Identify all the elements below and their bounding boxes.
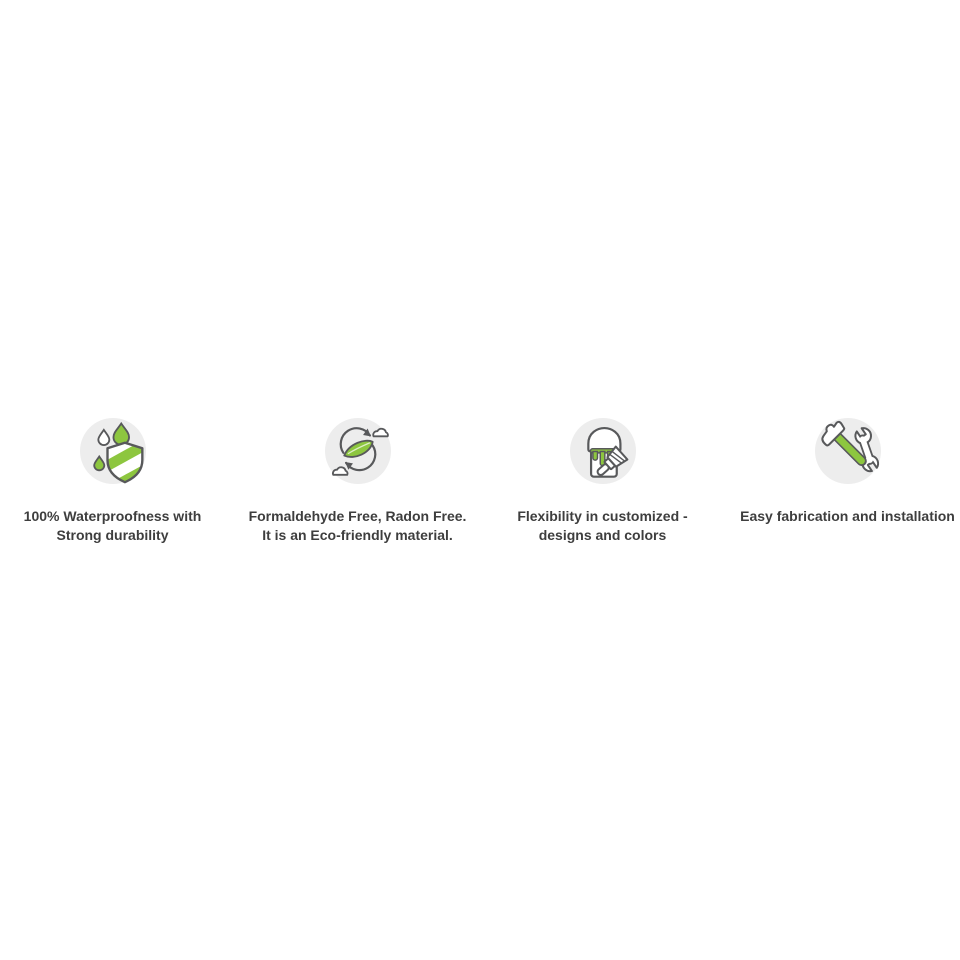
feature-caption xyxy=(235,507,480,545)
features-row xyxy=(0,418,960,545)
feature-caption-line1: Formaldehyde Free, Radon Free. xyxy=(248,508,467,524)
feature-caption-line2: Strong durability xyxy=(56,527,169,543)
feature-waterproofness xyxy=(0,418,235,545)
feature-custom-designs xyxy=(480,418,725,545)
feature-caption xyxy=(480,507,725,545)
hammer-wrench-icon xyxy=(815,418,881,484)
feature-caption xyxy=(0,507,235,545)
waterproof-shield-icon xyxy=(80,418,146,484)
feature-caption-line2: designs and colors xyxy=(538,527,667,543)
eco-recycle-leaf-icon xyxy=(325,418,391,484)
feature-caption-line1: Easy fabrication and installation xyxy=(740,508,955,524)
feature-caption-line2: It is an Eco-friendly material. xyxy=(262,527,453,543)
feature-eco-friendly xyxy=(235,418,480,545)
feature-caption-line1: Flexibility in customized - xyxy=(517,508,688,524)
feature-caption xyxy=(725,507,960,526)
feature-easy-installation xyxy=(725,418,960,526)
feature-caption-line1: 100% Waterproofness with xyxy=(23,508,202,524)
paint-bucket-brush-icon xyxy=(570,418,636,484)
